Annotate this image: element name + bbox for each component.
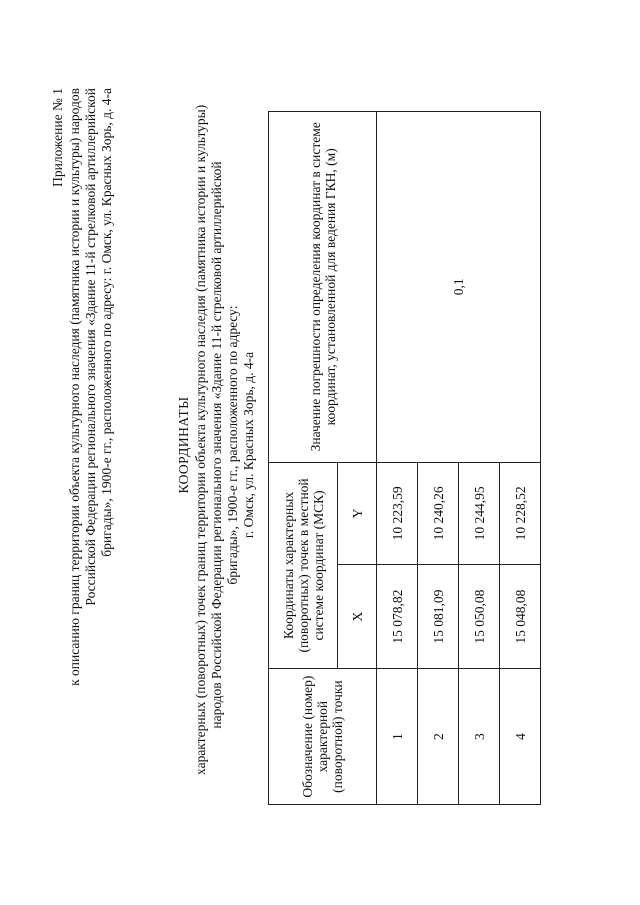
cell-y: 10 223,59 xyxy=(377,462,418,564)
appendix-number: Приложение № 1 xyxy=(50,88,65,187)
title-line: г. Омск, ул. Красных Зорь, д. 4-а xyxy=(241,351,256,539)
appendix-line: к описанию границ территории объекта культурного наследия (памятника истории и культуры) народов xyxy=(67,88,82,686)
title-heading: КООРДИНАТЫ xyxy=(176,396,191,494)
header-x: X xyxy=(338,565,377,669)
cell-x: 15 078,82 xyxy=(377,565,418,669)
header-point: Обозначение (номер) характерной (поворотной) точки xyxy=(269,669,377,805)
cell-point: 2 xyxy=(418,669,459,805)
header-error: Значение погрешности определения координат в системе координат, установленной для ведения ГКН, (м) xyxy=(269,112,377,463)
title-line: бригады», 1900-е гг., расположенного по адресу: xyxy=(225,305,240,585)
cell-point: 4 xyxy=(500,669,541,805)
appendix-line: Российской Федерации регионального значения «Здание 11-й стрелковой артиллерийской xyxy=(83,88,98,606)
coordinates-table xyxy=(268,111,541,805)
title-line: народов Российской Федерации регионального значения «Здание 11-й стрелковой артиллерийской xyxy=(209,161,224,729)
cell-point: 1 xyxy=(377,669,418,805)
cell-y: 10 244,95 xyxy=(459,462,500,564)
document-title xyxy=(176,104,257,775)
cell-x: 15 050,08 xyxy=(459,565,500,669)
header-coords: Координаты характерных (поворотных) точек в местной системе координат (МСК) xyxy=(269,462,338,669)
table-row xyxy=(377,112,418,805)
cell-error-value: 0,1 xyxy=(377,112,541,463)
cell-x: 15 081,09 xyxy=(418,565,459,669)
cell-y: 10 228,52 xyxy=(500,462,541,564)
cell-x: 15 048,08 xyxy=(500,565,541,669)
header-y: Y xyxy=(338,462,377,564)
appendix-header xyxy=(50,88,115,825)
title-line: характерных (поворотных) точек границ территории объекта культурного наследия (памятника истории и культуры) xyxy=(193,104,208,775)
cell-point: 3 xyxy=(459,669,500,805)
cell-y: 10 240,26 xyxy=(418,462,459,564)
appendix-line: бригады», 1900-е гг., расположенного по адресу: г. Омск, ул. Красных Зорь, д. 4-а xyxy=(99,88,114,557)
